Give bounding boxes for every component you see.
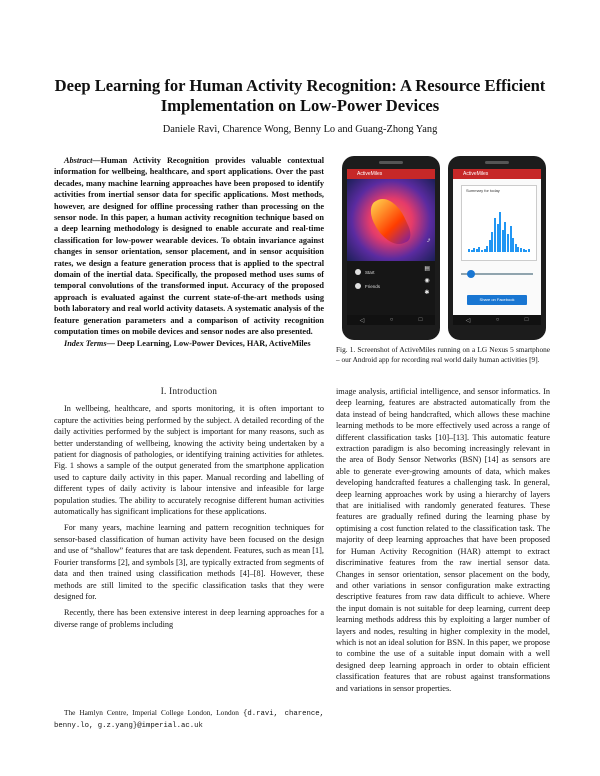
body-paragraph: For many years, machine learning and pattern recognition techniques for sensor-based classification of human activity have been focused on the design and use of “shallow” features that are task dependent. Features, such as mean [1], Fourier transforms [2], and symbols [3], are typically extracted from segments of data and then trained using classification methods [4]–[8]. However, these methods are still limited to the specific classification tasks that they were designed for. — [54, 523, 324, 601]
phone-right — [448, 156, 546, 340]
left-column-body — [54, 386, 324, 635]
menu-item-friends — [355, 281, 380, 291]
summary-heading: Summary for today — [466, 188, 500, 193]
title-line-1: Deep Learning for Human Activity Recognition: A Resource Efficient — [54, 76, 546, 95]
app-bar: ActiveMiles — [347, 169, 435, 179]
authors: Daniele Ravì, Charence Wong, Benny Lo and Guang-Zhong Yang — [162, 124, 438, 135]
side-icon-column — [426, 237, 431, 244]
menu-side-icons — [424, 263, 430, 299]
paper-title — [40, 76, 560, 116]
app-bar: ActiveMiles — [453, 169, 541, 179]
camera-icon: ◉ — [424, 278, 430, 284]
friends-icon — [355, 283, 361, 289]
figure-caption: Fig. 1. Screenshot of ActiveMiles running on a LG Nexus 5 smartphone – our Android app for recording real world daily human activities [9]. — [336, 345, 550, 364]
phone-screen-home — [347, 169, 435, 325]
share-icon: ⤴ — [425, 238, 431, 244]
settings-icon: ✱ — [424, 290, 430, 296]
phone-speaker — [379, 161, 403, 164]
share-facebook-button: Share on Facebook — [467, 295, 527, 305]
menu-item-label: Start — [365, 269, 375, 275]
index-terms — [54, 338, 324, 349]
activity-chart — [461, 185, 537, 261]
phone-speaker — [485, 161, 509, 164]
back-icon: ◁ — [359, 317, 365, 324]
athlete-figure — [366, 193, 414, 251]
footnote-email: {d.ravi, charence, benny.lo, g.z.yang}@imperial.ac.uk — [54, 710, 324, 730]
abstract-lead: Abstract — [64, 156, 93, 165]
footnote-text: The Hamlyn Centre, Imperial College London, London — [64, 708, 243, 717]
android-navbar — [453, 315, 541, 325]
slider-knob — [467, 270, 475, 278]
right-column-body — [336, 386, 550, 699]
abstract-text: —Human Activity Recognition provides valuable contextual information for wellbeing, healthcare, and sport applications. Over the past decades, many machine learning approaches have been proposed to identify activities from inertial sensor data for specific applications. Most methods, however, are designed for offline processing rather than processing on the sensor node. In this paper, a human activity recognition technique based on a deep learning methodology is designed to enable accurate and real-time classification for low-power wearable devices. To obtain invariance against changes in sensor orientation, sensor placement, and in sensor acquisition rates, we design a feature generation process that is applied to the spectral domain of the inertial data. Specifically, the proposed method uses sums of temporal convolutions of the transformed input. Accuracy of the proposed approach is evaluated against the current state-of-the-art methods using both laboratory and real world activity datasets. A systematic analysis of the feature generation parameters and a comparison of activity recognition computation times on mobile devices and sensor nodes are also presented. — [54, 156, 324, 337]
abstract-paragraph — [54, 155, 324, 338]
phone-left — [342, 156, 440, 340]
figure-1 — [336, 156, 550, 340]
hero-artwork — [347, 179, 435, 261]
phone-screen-summary — [453, 169, 541, 325]
body-paragraph: In wellbeing, healthcare, and sports monitoring, it is often important to capture the activities being performed by the subject. A detailed recording of the daily activities performed by the subject is important for many reasons, such as better understanding of wellbeing, knowing the activity being undertaken by a patient for diagnosis of pathologies, or identifying training activities for athletes. Fig. 1 shows a sample of the output generated from the smartphone application used to capture daily activity in this paper. Manual recording and labelling of different types of daily activity is labour intensive and infeasible for large population studies. The ability to accurately recognise different human activities automatically has significant implications for these applications. — [54, 404, 324, 517]
android-navbar — [347, 315, 435, 325]
title-line-2: Implementation on Low-Power Devices — [160, 96, 440, 115]
recents-icon: □ — [524, 317, 529, 323]
body-paragraph: image analysis, artificial intelligence, and sensor informatics. In deep learning, features are abstracted automatically from the data instead of being handcrafted, which allows these machine learning methods to be more effectively used across a range of different classification tasks [10]–[13]. This automatic feature extraction paradigm is also becoming increasingly relevant in the area of Body Sensor Networks (BSN) [14] as sensors are able to generate ever-growing amounts of data, which makes developing handcrafted features a challenging task. In general, deep learning approaches work by using a hierarchy of layers that are initialised with randomly generated features. These features are gradually refined during the learning phase by optimising a cost function related to the classification task. The majority of deep learning approaches that have been proposed for Human Activity Recognition (HAR) attempt to extract discriminative features from the raw inertial sensor data. Changes in sensor orientation, sensor placement on the body, and other variations in sensor configuration make extracting descriptive features from raw data difficult to achieve. Where the input domain is not suitable for deep learning, current deep learning methods address this by exploiting a larger number of layers and nodes, resulting in higher complexity in the model, which is not an ideal solution for BSN. In this paper, we propose to combine the use of a suitable input domain with a well designed deep learning approach in order to obtain efficient classification features that are robust against transformations and variations in sensor properties. — [336, 387, 550, 693]
recents-icon: □ — [418, 317, 423, 323]
back-icon: ◁ — [465, 317, 471, 324]
affiliation-footnote — [54, 708, 324, 731]
index-terms-lead: Index Terms — [64, 338, 107, 348]
menu-item-start — [355, 267, 375, 277]
body-paragraph: Recently, there has been extensive interest in deep learning approaches for a diverse range of problems including — [54, 608, 324, 629]
app-menu — [347, 261, 435, 315]
abstract-block — [54, 155, 324, 349]
chart-bar — [528, 249, 530, 252]
menu-item-label: Friends — [365, 283, 381, 289]
user-icon — [355, 269, 361, 275]
home-icon: ○ — [389, 317, 394, 323]
index-terms-text: — Deep Learning, Low-Power Devices, HAR, ActiveMiles — [106, 338, 311, 348]
home-icon: ○ — [495, 317, 500, 323]
chart-icon: ▤ — [424, 266, 430, 272]
section-heading: I. Introduction — [160, 386, 218, 396]
